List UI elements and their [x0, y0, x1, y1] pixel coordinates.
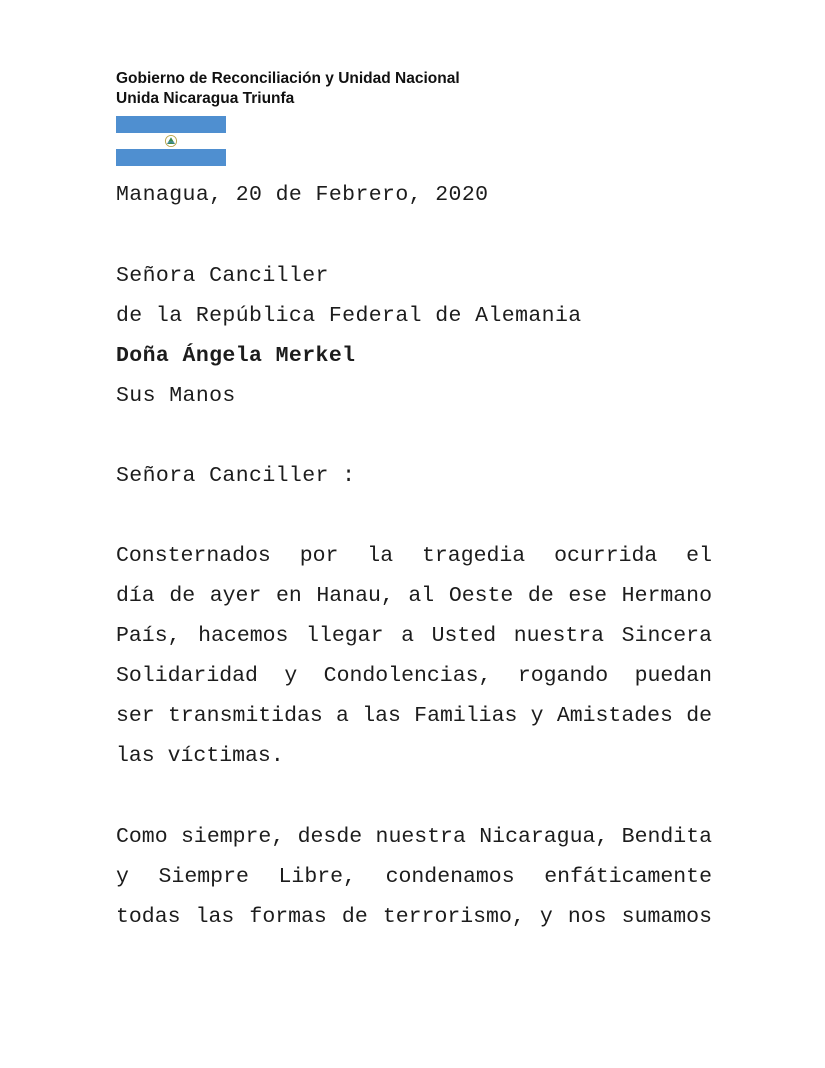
- paragraph-condemnation: [116, 817, 712, 937]
- paragraph-line: ser transmitidas a las Familias y Amistades de: [116, 704, 712, 728]
- paragraph-line: Solidaridad y Condolencias, rogando puedan: [116, 664, 712, 688]
- letter-date: Managua, 20 de Febrero, 2020: [116, 183, 489, 207]
- recipient-country: de la República Federal de Alemania: [116, 304, 582, 328]
- paragraph-condolences: [116, 536, 712, 776]
- coat-of-arms-icon: [163, 134, 179, 148]
- salutation: Señora Canciller :: [116, 464, 356, 488]
- letterhead-slogan: Unida Nicaragua Triunfa: [116, 90, 295, 107]
- paragraph-line: Consternados por la tragedia ocurrida el: [116, 544, 712, 568]
- flag-bottom-blue-band: [116, 149, 226, 166]
- recipient-title: Señora Canciller: [116, 264, 329, 288]
- recipient-closing: Sus Manos: [116, 384, 236, 408]
- flag-top-blue-band: [116, 116, 226, 133]
- paragraph-line: y Siempre Libre, condenamos enfáticamente: [116, 865, 712, 889]
- paragraph-line: las víctimas.: [116, 744, 284, 768]
- letterhead: [116, 69, 460, 109]
- paragraph-line: todas las formas de terrorismo, y nos sumamos: [116, 905, 712, 929]
- recipient-name: Doña Ángela Merkel: [116, 344, 356, 368]
- paragraph-line: País, hacemos llegar a Usted nuestra Sincera: [116, 624, 712, 648]
- paragraph-line: día de ayer en Hanau, al Oeste de ese Hermano: [116, 584, 712, 608]
- nicaragua-flag: [116, 116, 226, 166]
- letterhead-government-name: Gobierno de Reconciliación y Unidad Nacional: [116, 70, 460, 87]
- paragraph-line: Como siempre, desde nuestra Nicaragua, Bendita: [116, 825, 712, 849]
